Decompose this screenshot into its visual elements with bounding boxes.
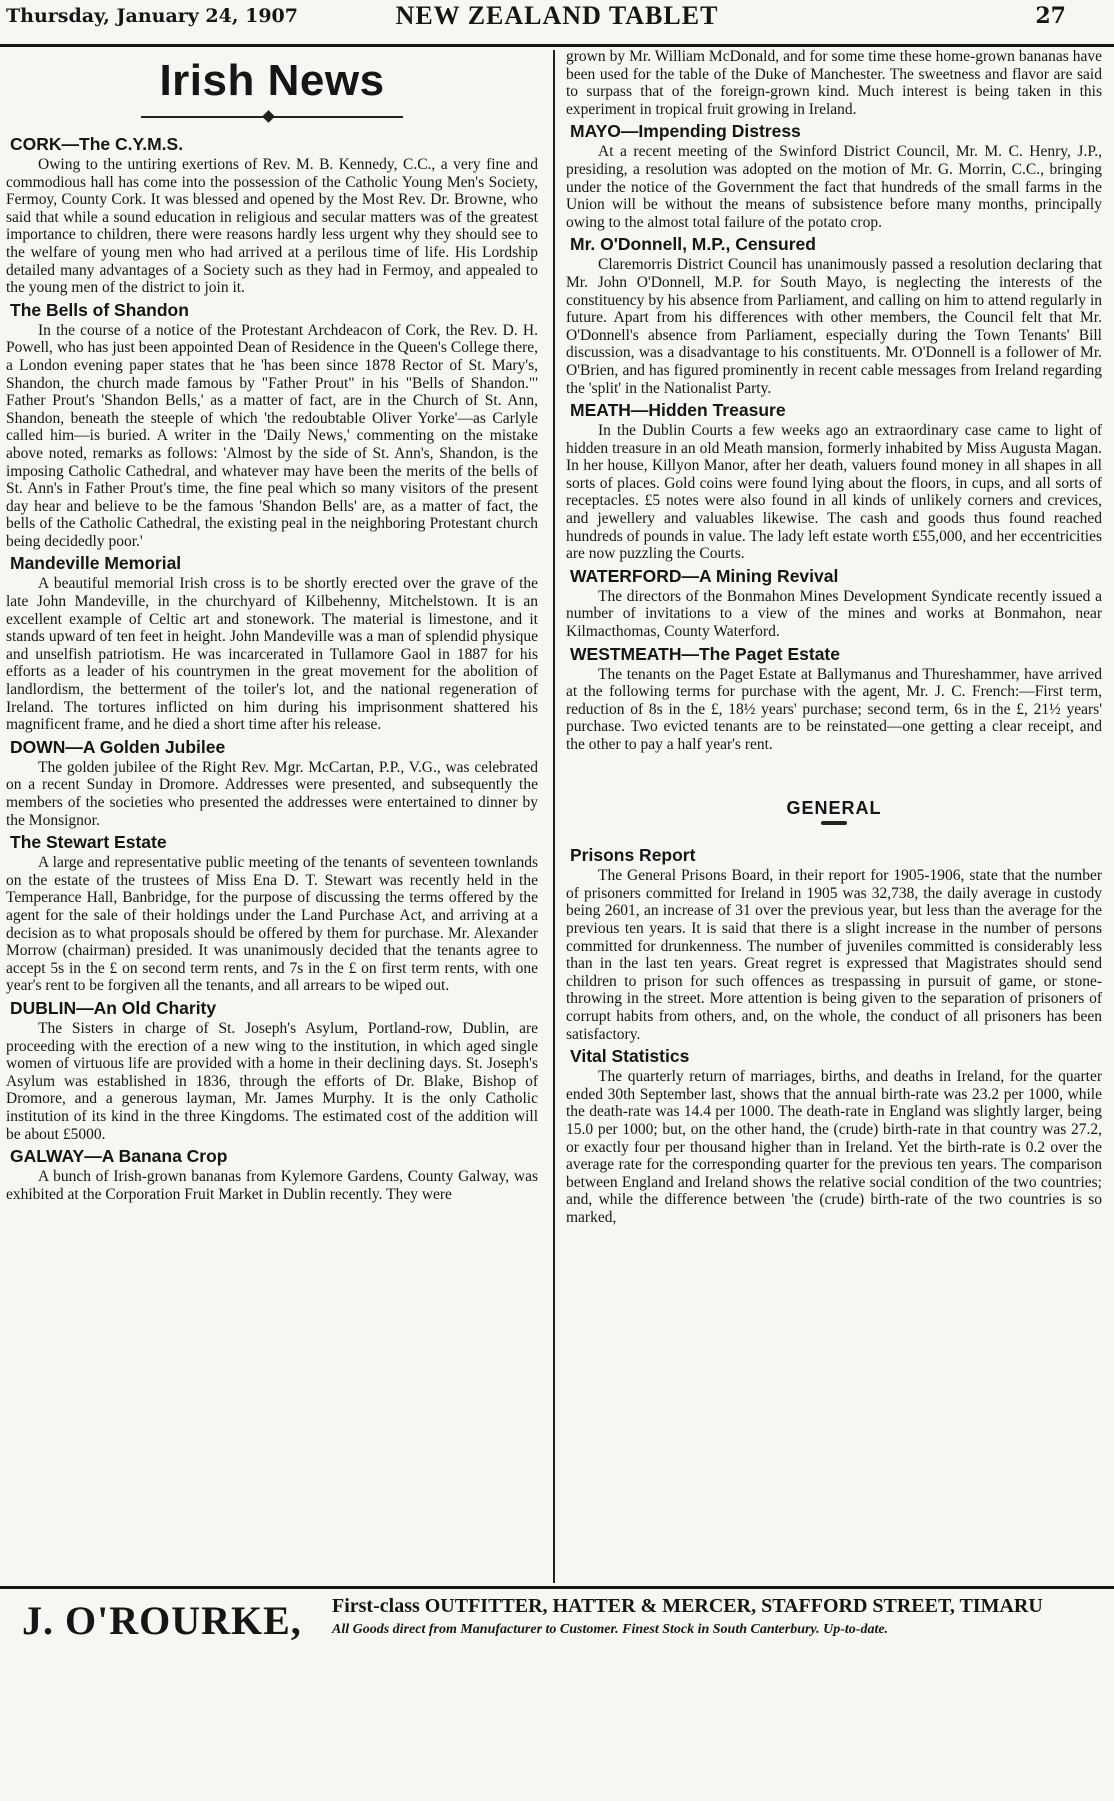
right-column: [566, 48, 1102, 1585]
article-heading: DOWN—A Golden Jubilee: [10, 736, 226, 757]
article-text: A large and representative public meeting of the tenants of seventeen townlands on the estate of the trustees of Miss Ena D. T. Stewart was recently held in the Temperance Hall, Banbridge, for the purpose of discussing the terms offered by the agent for the sale of their holdings under the Land Purchase Act, and arriving at a decision as to what proposals should be offered by them for purchase. Mr. Alexander Morrow (chairman) presided. It was unanimously decided that the tenants agree to accept 5s in the £ on second term rents, and 7s in the £ on first term rents, with one year's rent to be forgiven all the tenants, and all arrears to be wiped out.: [6, 854, 538, 995]
article-heading: MAYO—Impending Distress: [570, 121, 801, 142]
left-column: [6, 48, 538, 1585]
article-heading: WESTMEATH—The Paget Estate: [570, 643, 840, 664]
issue-date: Thursday, January 24, 1907: [6, 5, 298, 27]
article-text: Owing to the untiring exertions of Rev. M. B. Kennedy, C.C., a very fine and commodious hall has come into the possession of the Catholic Young Men's Society, Fermoy, County Cork. It was blessed and opened by the Most Rev. Dr. Browne, who said that while a sound education in religious and secular matters was of the greatest importance to children, there were reasons hardly less urgent why they should see to the welfare of young men who had arrived at a perilous time of life. His Lordship detailed many advantages of a Society such as they had in Fermoy, and appealed to the young men of the district to join it.: [6, 156, 538, 297]
article-text: The General Prisons Board, in their report for 1905-1906, state that the number of prisoners committed for Ireland in 1905 was 32,738, the daily average in custody being 2601, an increase of 31 over the previous year, but less than the average for the previous ten years. It is said that there is a slight increase in the number of persons committed for drunkenness. The number of juveniles committed is considerably less than in the last ten years. Great regret is expressed that Magistrates should send children to prison for such offences as trespassing in pursuit of game, or stone-throwing in the street. More attention is being given to the separation of prisoners of corrupt habits from others, and, on the whole, the conduct of all prisoners has been satisfactory.: [566, 867, 1102, 1043]
article-text: The quarterly return of marriages, births, and deaths in Ireland, for the quarter ended 30th September last, shows that the annual birth-rate was 23.2 per 1000, while the death-rate was 14.4 per 1000. The death-rate in England was slightly larger, being 15.0 per 1000; but, on the other hand, the (crude) birth-rate in that country was 27.2, or exactly four per thousand higher than in Ireland. Yet the birth-rate is 0.2 over the average rate for the corresponding quarter for the previous ten years. The comparison between England and Ireland shows the relative social condition of the two countries; and, while the difference between 'the (crude) birth-rate of the two countries is so marked,: [566, 1068, 1102, 1226]
general-ornament: [821, 821, 847, 825]
article-text: The directors of the Bonmahon Mines Development Syndicate recently issued a number of invitations to a view of the mines and works at Bonmahon, near Kilmacthomas, County Waterford.: [566, 587, 1102, 641]
section-title: Irish News: [159, 56, 385, 105]
article-heading: Vital Statistics: [570, 1046, 690, 1067]
article-heading: Prisons Report: [570, 845, 696, 866]
title-ornament: [6, 108, 538, 126]
general-section-heading: GENERAL: [786, 797, 882, 818]
article-heading: The Bells of Shandon: [10, 299, 189, 320]
newspaper-title: NEW ZEALAND TABLET: [395, 1, 719, 30]
article-heading: MEATH—Hidden Treasure: [570, 400, 786, 421]
article-text: In the course of a notice of the Protestant Archdeacon of Cork, the Rev. D. H. Powell, who has just been appointed Dean of Residence in the Queen's College there, a London evening paper states that he 'has been since 1878 Rector of St. Mary's, Shandon, the church made famous by "Father Prout" in his "Bells of Shandon."' Father Prout's 'Shandon Bells,' as a matter of fact, are in the Church of St. Ann, Shandon, beneath the steeple of which 'the redoubtable Oliver Yorke'—as Carlyle called him—is buried. A writer in the 'Daily News,' commenting on the mistake above noted, remarks as follows: 'Almost by the side of St. Ann's, Shandon, is the imposing Catholic Cathedral, and whatever may have been the merits of the bells of St. Ann's in Father Prout's time, the fine peal which so many visitors of the present day hear and believe to be the famous 'Shandon Bells' are, as a matter of fact, the bells of the Catholic Cathedral, the existing peal in the neighboring Protestant church being decidedly poor.': [6, 321, 538, 550]
advertisement-line-2: All Goods direct from Manufacturer to Customer. Finest Stock in South Canterbury. Up-to-date.: [332, 1622, 889, 1637]
article-heading: Mandeville Memorial: [10, 553, 182, 574]
advertisement-footer: [0, 1586, 1114, 1801]
article-heading: CORK—The C.Y.M.S.: [10, 134, 184, 154]
article-heading: DUBLIN—An Old Charity: [10, 997, 217, 1018]
masthead: [0, 0, 1114, 47]
article-text: In the Dublin Courts a few weeks ago an extraordinary case came to light of hidden treasure in an old Meath mansion, formerly inhabited by Miss Augusta Magan. In her house, Killyon Manor, after her death, valuers found money in all shapes in all sorts of places. Gold coins were found lying about the floors, in cups, and all sorts of receptacles. £5 notes were also found in all kinds of unlikely corners and crevices, and jewellery and valuables likewise. The cash and goods thus found reached hundreds of pounds in value. The lady left estate worth £55,000, and her eccentricities are now puzzling the Courts.: [566, 422, 1102, 563]
article-heading: GALWAY—A Banana Crop: [10, 1146, 228, 1167]
article-continuation: grown by Mr. William McDonald, and for some time these home-grown bananas have been used for the table of the Duke of Manchester. The sweetness and flavor are said to surpass that of the foreign-grown kind. Much interest is being taken in this experiment in tropical fruit growing in Ireland.: [566, 48, 1102, 118]
article-text: A bunch of Irish-grown bananas from Kylemore Gardens, County Galway, was exhibited at the Corporation Fruit Market in Dublin recently. They were: [6, 1168, 538, 1203]
advertisement-line-1: First-class OUTFITTER, HATTER & MERCER, STAFFORD STREET, TIMARU: [332, 1595, 1043, 1617]
page-number: 27: [1035, 3, 1066, 29]
article-text: The golden jubilee of the Right Rev. Mgr. McCartan, P.P., V.G., was celebrated on a recent Sunday in Dromore. Addresses were presented, and subsequently the members of the societies who presented the addresses were entertained to dinner by the Monsignor.: [6, 758, 538, 829]
column-rule: [553, 50, 555, 1583]
article-text: A beautiful memorial Irish cross is to be shortly erected over the grave of the late John Mandeville, in the churchyard of Kilbehenny, Mitchelstown. It is an excellent example of Celtic art and stonework. The material is limestone, and it stands upward of ten feet in height. John Mandeville was a man of splendid physique and unselfish patriotism. He was incarcerated in Tullamore Gaol in 1887 for his efforts as a leader of his countrymen in the great movement for the abolition of landlordism, the betterment of the toiler's lot, and the national regeneration of Ireland. The tortures inflicted on him during his imprisonment shattered his magnificent frame, and he died a short time after his release.: [6, 575, 538, 734]
article-heading: WATERFORD—A Mining Revival: [570, 565, 839, 586]
article-text: The Sisters in charge of St. Joseph's Asylum, Portland-row, Dublin, are proceeding with the erection of a new wing to the institution, in which aged single women of virtuous life are provided with a home in their declining days. St. Joseph's Asylum was established in 1836, through the efforts of Dr. Blake, Bishop of Dromore, and a generous layman, Mr. James Murphy. It is the only Catholic institution of its kind in the three Kingdoms. The estimated cost of the addition will be about £5000.: [6, 1019, 538, 1143]
article-text: Claremorris District Council has unanimously passed a resolution declaring that Mr. John O'Donnell, M.P. for South Mayo, is neglecting the interests of the constituency by his absence from Parliament, and calling on him to attend regularly in future. Apart from his differences with other members, the Council felt that Mr. O'Donnell's absence from Parliament, especially during the Town Tenants' Bill discussion, was a disadvantage to his constituents. Mr. O'Donnell is a follower of Mr. O'Brien, and has figured prominently in recent cable messages from Ireland regarding the 'split' in the Nationalist Party.: [566, 256, 1102, 397]
advertiser-name: J. O'ROURKE,: [22, 1598, 302, 1643]
article-text: The tenants on the Paget Estate at Ballymanus and Thureshammer, have arrived at the following terms for purchase with the agent, Mr. J. C. French:—First term, reduction of 8s in the £, 18½ years' purchase; second term, 6s in the £, 21½ years' purchase. Two evicted tenants are to be reinstated—one getting a clear receipt, and the other to pay a half year's rent.: [566, 665, 1102, 753]
article-heading: The Stewart Estate: [10, 832, 167, 853]
article-heading: Mr. O'Donnell, M.P., Censured: [570, 234, 816, 255]
article-text: At a recent meeting of the Swinford District Council, Mr. M. C. Henry, J.P., presiding, a resolution was adopted on the motion of Mr. G. Morrin, C.C., bringing under the notice of the Government the fact that hundreds of the small farms in the Union will be without the means of subsistence before many months, principally owing to the almost total failure of the potato crop.: [566, 143, 1102, 231]
